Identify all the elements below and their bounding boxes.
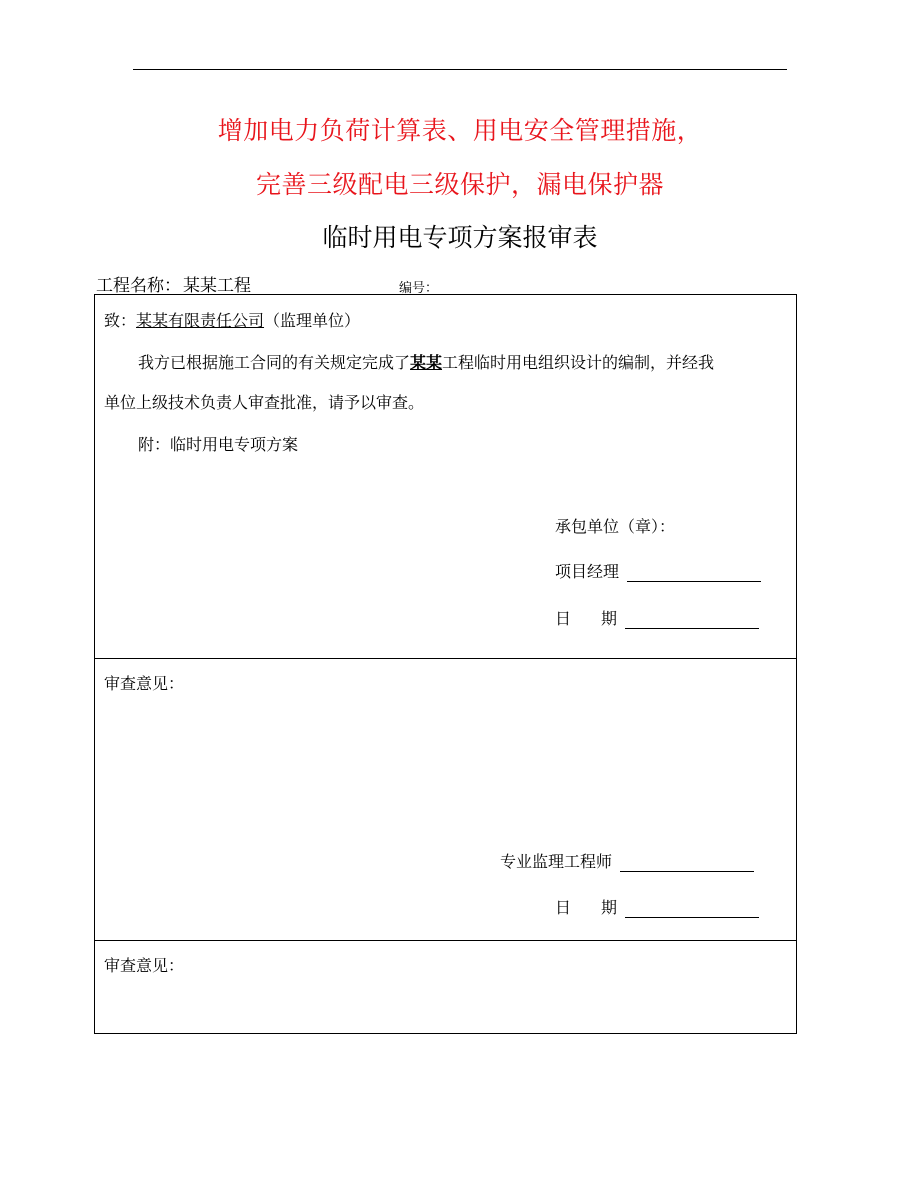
to-label: 致：: [104, 311, 137, 330]
headline-line-1: 增加电力负荷计算表、用电安全管理措施，: [217, 116, 703, 145]
project-manager-row: [555, 559, 761, 582]
review-opinion-label-1: 审查意见：: [104, 674, 185, 693]
attachment-line: 附：临时用电专项方案: [138, 435, 299, 454]
project-name-value: 某某工程: [183, 276, 251, 296]
number-label: 编号：: [399, 281, 439, 296]
headline-line-2: 完善三级配电三级保护，漏电保护器: [255, 170, 664, 199]
section-divider-2: [95, 940, 796, 941]
project-manager-signature-line: [627, 563, 761, 582]
date-label-char-2: 期: [601, 609, 618, 628]
date-label-char-1: 日: [555, 898, 572, 917]
supervision-company: 某某有限责任公司: [136, 311, 265, 330]
document-title: 临时用电专项方案报审表: [322, 223, 598, 252]
date-label-char-2: 期: [601, 898, 618, 917]
contractor-seal-label: 承包单位（章）：: [555, 517, 676, 536]
body-paragraph-line-2: 单位上级技术负责人审查批准，请予以审查。: [104, 393, 425, 412]
section-divider-1: [95, 658, 796, 659]
header-rule: [133, 69, 787, 70]
project-manager-label: 项目经理: [555, 562, 620, 581]
review-opinion-label-2: 审查意见：: [104, 956, 185, 975]
body-paragraph-line-1: [138, 350, 714, 373]
body-text-post: 工程临时用电组织设计的编制，并经我: [442, 353, 715, 372]
date-label-char-1: 日: [555, 609, 572, 628]
body-project-name: 某某: [410, 353, 443, 372]
supervision-engineer-label: 专业监理工程师: [500, 852, 613, 871]
date-line-2: [625, 899, 759, 918]
approval-form: [94, 294, 797, 1034]
date-row-1: [555, 606, 759, 629]
company-role: （监理单位）: [264, 311, 361, 330]
project-name-label: 工程名称：: [96, 276, 181, 296]
addressee-line: [104, 308, 360, 331]
supervision-engineer-signature-line: [620, 853, 754, 872]
project-name-line: [96, 271, 251, 296]
body-text-pre: 我方已根据施工合同的有关规定完成了: [138, 353, 411, 372]
date-row-2: [555, 895, 759, 918]
supervision-engineer-row: [500, 849, 754, 872]
date-line-1: [625, 610, 759, 629]
